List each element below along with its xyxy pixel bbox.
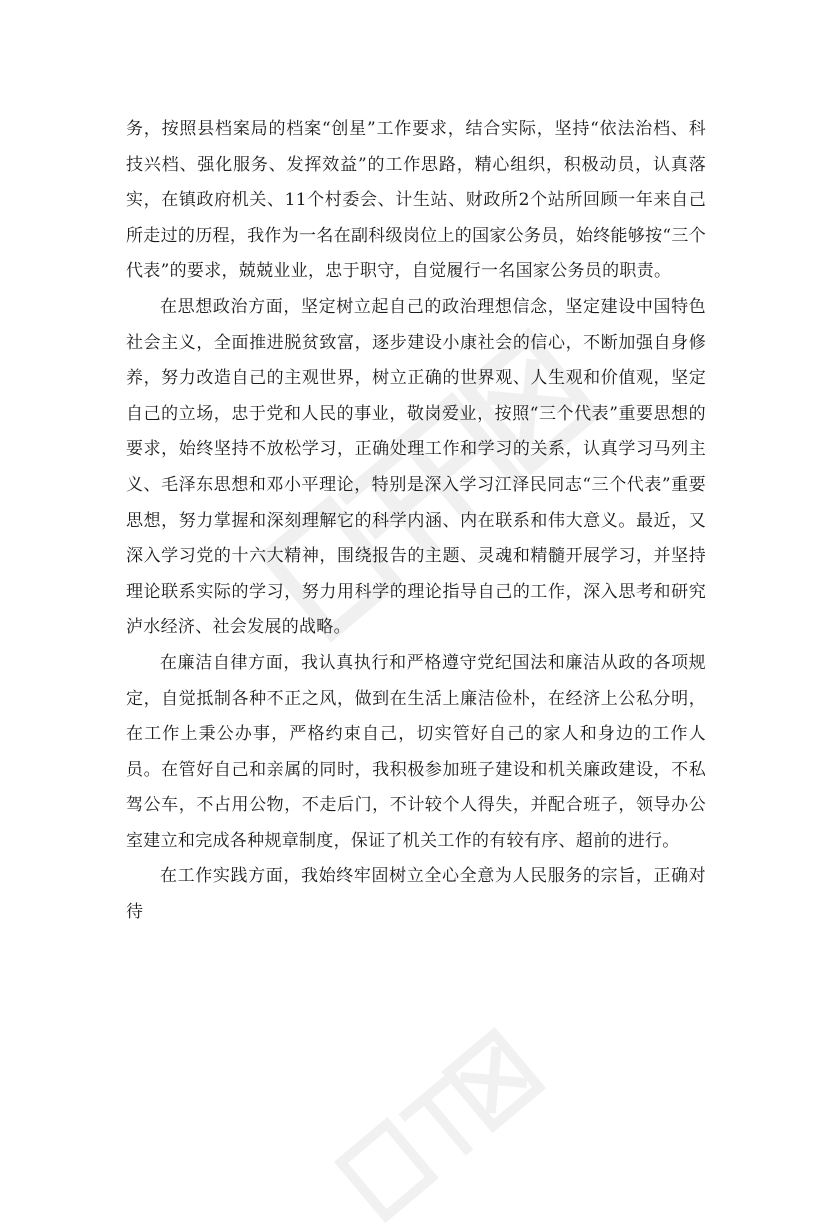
paragraph-work-summary-intro: 务，按照县档案局的档案“创星”工作要求，结合实际，坚持“依法治档、科技兴档、强化服务、发挥效益”的工作思路，精心组织，积极动员，认真落实，在镇政府机关、11个村委会、计生站、财政所2个站所回顾一年来自己所走过的历程，我作为一名在副科级岗位上的国家公务员，始终能够按“三个代表”的要求，兢兢业业，忠于职守，自觉履行一名国家公务员的职责。: [126, 119, 706, 282]
paragraph-integrity-self-discipline: 在廉洁自律方面，我认真执行和严格遵守党纪国法和廉洁从政的各项规定，自觉抵制各种不正之风，做到在生活上廉洁俭朴，在经济上公私分明，在工作上秉公办事，严格约束自己，切实管好自己的家人和身边的工作人员。在管好自己和亲属的同时，我积极参加班子建设和机关廉政建设，不私驾公车，不占用公物，不走后门，不计较个人得失，并配合班子，领导办公室建立和完成各种规章制度，保证了机关工作的有较有序、超前的进行。: [126, 652, 706, 851]
paragraph-political-thought: 在思想政治方面，坚定树立起自己的政治理想信念，坚定建设中国特色社会主义，全面推进脱贫致富，逐步建设小康社会的信心，不断加强自身修养，努力改造自己的主观世界，树立正确的世界观、人生观和价值观，坚定自己的立场，忠于党和人民的事业，敬岗爱业，按照“三个代表”重要思想的要求，始终坚持不放松学习，正确处理工作和学习的关系，认真学习马列主义、毛泽东思想和邓小平理论，特别是深入学习江泽民同志“三个代表”重要思想，努力掌握和深刻理解它的科学内涵、内在联系和伟大意义。最近，又深入学习党的十六大精神，围绕报告的主题、灵魂和精髓开展学习，并坚持理论联系实际的学习，努力用科学的理论指导自己的工作，深入思考和研究泸水经济、社会发展的战略。: [126, 296, 706, 638]
paragraph-work-practice: 在工作实践方面，我始终牢固树立全心全意为人民服务的宗旨，正确对待: [126, 866, 706, 923]
document-page: [126, 112, 706, 931]
watermark-stamp-graphic-bottom: [327, 1020, 553, 1230]
